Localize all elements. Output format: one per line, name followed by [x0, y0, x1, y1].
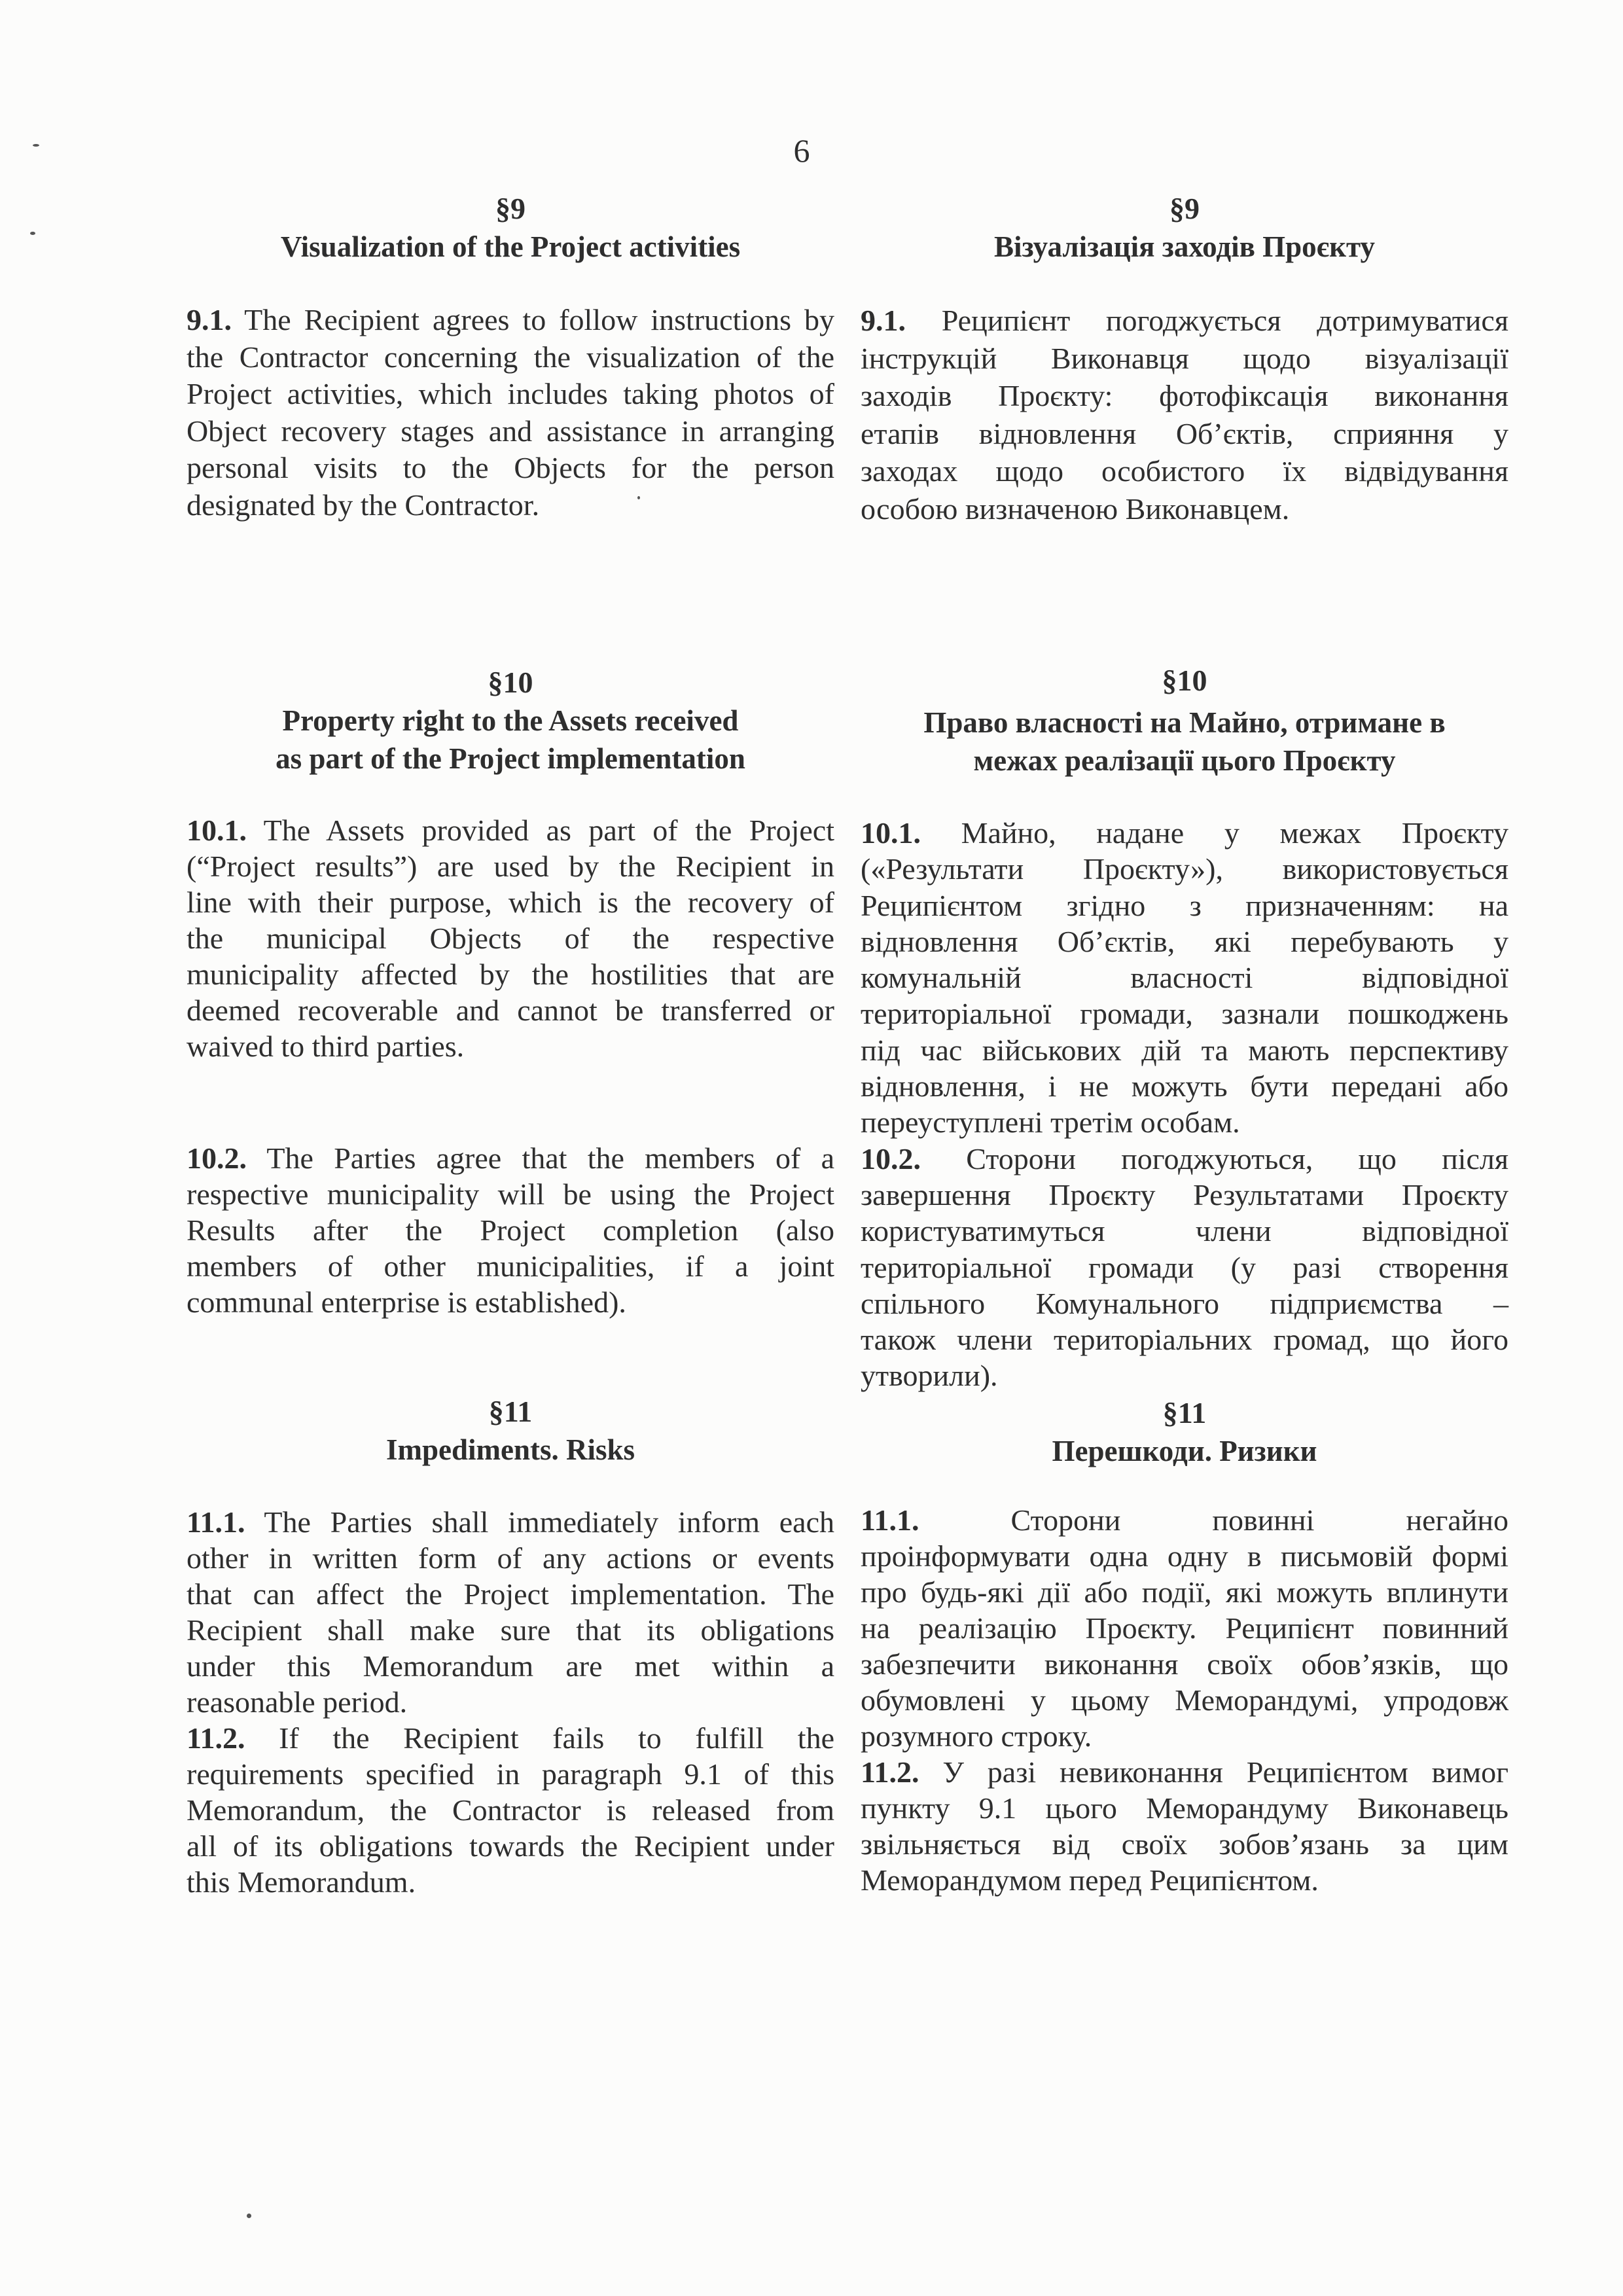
- paragraph-line: [187, 1540, 834, 1576]
- line-text: відновлення, і не можуть бути передані або: [861, 1069, 1508, 1103]
- clause-number: 11.2.: [187, 1721, 245, 1755]
- line-text: етапів відновлення Об’єктів, сприяння у: [861, 416, 1508, 450]
- paragraph-line: [861, 302, 1508, 340]
- paragraph-line: [861, 1862, 1508, 1898]
- section-number: §11: [1162, 1395, 1207, 1429]
- line-text: waived to third parties.: [187, 1030, 465, 1063]
- paragraph-line: [861, 1357, 1508, 1393]
- paragraph-line: [187, 1720, 834, 1756]
- line-text: звільняється від своїх зобов’язань за цим: [861, 1827, 1508, 1861]
- scan-speck: [637, 496, 640, 499]
- scan-speck: [30, 232, 35, 235]
- paragraph-line: [187, 1576, 834, 1612]
- section-number: §9: [1169, 192, 1200, 225]
- line-text: особою визначеною Виконавцем.: [861, 492, 1290, 526]
- paragraph-line: [861, 1285, 1508, 1321]
- line-text: Реципієнтом згідно з призначенням: на: [861, 888, 1508, 922]
- paragraph-line: [187, 1612, 834, 1648]
- line-text: this Memorandum.: [187, 1865, 416, 1899]
- paragraph-line: [187, 884, 834, 920]
- page-number: 6: [793, 132, 810, 169]
- paragraph-line: [861, 1032, 1508, 1068]
- line-text: У разі невиконання Реципієнтом вимог: [942, 1755, 1508, 1789]
- line-text: Object recovery stages and assistance in arranging: [187, 414, 834, 448]
- line-text: комунальній власності відповідної: [861, 961, 1508, 995]
- line-text: («Результати Проєкту»), використовується: [861, 852, 1508, 886]
- clause-paragraph: [187, 302, 834, 524]
- clause-paragraph: [861, 1754, 1508, 1898]
- section-title: Property right to the Assets received: [282, 704, 739, 737]
- paragraph-line: [187, 1864, 834, 1900]
- paragraph-line: [861, 924, 1508, 960]
- clause-paragraph: [187, 1720, 834, 1900]
- paragraph-line: [187, 1756, 834, 1792]
- paragraph-line: [861, 1754, 1508, 1790]
- paragraph-line: [861, 1646, 1508, 1682]
- line-text: municipality affected by the hostilities that are: [187, 958, 834, 991]
- line-text: other in written form of any actions or events: [187, 1541, 834, 1575]
- paragraph-line: [861, 452, 1508, 490]
- line-text: обумовлені у цьому Меморандумі, упродовж: [861, 1683, 1508, 1717]
- line-text: members of other municipalities, if a joint: [187, 1249, 834, 1283]
- section-number: §10: [1162, 664, 1207, 697]
- section-title: as part of the Project implementation: [276, 742, 745, 775]
- paragraph-line: [187, 920, 834, 956]
- line-text: переуступлені третім особам.: [861, 1105, 1240, 1139]
- line-text: інструкцій Виконавця щодо візуалізації: [861, 341, 1508, 375]
- paragraph-line: [861, 490, 1508, 528]
- clause-number: 10.1.: [861, 816, 921, 850]
- line-text: Сторони повинні негайно: [1010, 1503, 1509, 1537]
- line-text: designated by the Contractor.: [187, 488, 540, 522]
- ukrainian-column: [861, 190, 1508, 1898]
- paragraph-line: [861, 1610, 1508, 1646]
- line-text: заходах щодо особистого їх відвідування: [861, 454, 1508, 488]
- clause-paragraph: [187, 1504, 834, 1720]
- paragraph-line: [861, 1682, 1508, 1718]
- paragraph-line: [861, 996, 1508, 1031]
- paragraph-line: [187, 812, 834, 848]
- paragraph-line: [187, 376, 834, 413]
- paragraph-line: [861, 1826, 1508, 1862]
- paragraph-line: [861, 888, 1508, 924]
- paragraph-line: [187, 413, 834, 450]
- clause-number: 11.2.: [861, 1755, 919, 1789]
- section-number: §9: [495, 192, 526, 225]
- line-text: deemed recoverable and cannot be transferred or: [187, 994, 834, 1027]
- line-text: respective municipality will be using the Project: [187, 1177, 834, 1211]
- paragraph-line: [861, 815, 1508, 851]
- clause-paragraph: [861, 1141, 1508, 1394]
- line-text: забезпечити виконання своїх обов’язків, що: [861, 1647, 1508, 1681]
- section-number: §11: [488, 1395, 533, 1428]
- line-text: personal visits to the Objects for the person: [187, 451, 834, 484]
- paragraph-line: [861, 1249, 1508, 1285]
- clause-paragraph: [187, 1140, 834, 1320]
- line-text: територіальної громади (у разі створення: [861, 1250, 1508, 1284]
- paragraph-line: [187, 1028, 834, 1064]
- paragraph-line: [861, 960, 1508, 996]
- clause-paragraph: [861, 1502, 1508, 1754]
- line-text: на реалізацію Проєкту. Реципієнт повинний: [861, 1611, 1508, 1645]
- line-text: розумного строку.: [861, 1719, 1092, 1753]
- paragraph-line: [187, 1248, 834, 1284]
- section-title: Visualization of the Project activities: [280, 230, 741, 263]
- paragraph-line: [861, 340, 1508, 378]
- paragraph-line: [187, 1140, 834, 1176]
- clause-number: 10.1.: [187, 814, 247, 847]
- line-text: under this Memorandum are met within a: [187, 1649, 834, 1683]
- line-text: спільного Комунального підприємства –: [861, 1286, 1508, 1320]
- paragraph-line: [861, 1141, 1508, 1177]
- paragraph-line: [861, 1538, 1508, 1574]
- line-text: line with their purpose, which is the recovery of: [187, 886, 834, 919]
- paragraph-line: [861, 1068, 1508, 1104]
- paragraph-line: [187, 339, 834, 376]
- line-text: пункту 9.1 цього Меморандуму Виконавець: [861, 1791, 1508, 1825]
- paragraph-line: [861, 1574, 1508, 1610]
- section-title: межах реалізації цього Проєкту: [973, 744, 1396, 777]
- line-text: The Assets provided as part of the Project: [263, 814, 835, 847]
- paragraph-line: [187, 1176, 834, 1212]
- paragraph-line: [187, 1504, 834, 1540]
- line-text: проінформувати одна одну в письмовій формі: [861, 1539, 1508, 1573]
- line-text: Майно, надане у межах Проєкту: [961, 816, 1508, 850]
- line-text: також члени територіальних громад, що його: [861, 1323, 1508, 1357]
- paragraph-line: [187, 1684, 834, 1720]
- section-title: Impediments. Risks: [385, 1433, 635, 1466]
- line-text: завершення Проєкту Результатами Проєкту: [861, 1177, 1508, 1211]
- clause-number: 11.1.: [187, 1505, 245, 1539]
- line-text: про будь-які дії або події, які можуть вплинути: [861, 1575, 1508, 1609]
- clause-number: 10.2.: [861, 1141, 921, 1175]
- clause-number: 11.1.: [861, 1503, 919, 1537]
- paragraph-line: [187, 1828, 834, 1864]
- paragraph-line: [861, 1718, 1508, 1754]
- line-text: If the Recipient fails to fulfill the: [279, 1721, 834, 1755]
- line-text: заходів Проєкту: фотофіксація виконання: [861, 379, 1508, 412]
- line-text: утворили).: [861, 1359, 998, 1393]
- paragraph-line: [187, 992, 834, 1028]
- line-text: користуватимуться члени відповідної: [861, 1214, 1508, 1248]
- clause-paragraph: [861, 815, 1508, 1141]
- line-text: The Recipient agrees to follow instructions by: [244, 303, 834, 336]
- line-text: під час військових дій та мають перспективу: [861, 1033, 1508, 1067]
- english-column: [187, 190, 834, 1900]
- paragraph-line: [861, 1321, 1508, 1357]
- paragraph-line: [187, 1212, 834, 1248]
- line-text: The Parties shall immediately inform each: [264, 1505, 834, 1539]
- section-title: Візуалізація заходів Проєкту: [993, 230, 1376, 263]
- line-text: Меморандумом перед Реципієнтом.: [861, 1863, 1319, 1897]
- paragraph-line: [861, 1790, 1508, 1826]
- scan-speck: [247, 2214, 251, 2218]
- paragraph-line: [187, 1792, 834, 1828]
- clause-number: 10.2.: [187, 1141, 247, 1175]
- line-text: communal enterprise is established).: [187, 1285, 626, 1319]
- line-text: Реципієнт погоджується дотримуватися: [941, 304, 1508, 337]
- line-text: Memorandum, the Contractor is released from: [187, 1793, 834, 1827]
- clause-paragraph: [187, 812, 834, 1064]
- paragraph-line: [861, 1177, 1508, 1213]
- line-text: requirements specified in paragraph 9.1 of this: [187, 1757, 834, 1791]
- line-text: Project activities, which includes taking photos of: [187, 377, 834, 410]
- line-text: The Parties agree that the members of a: [266, 1141, 834, 1175]
- line-text: Сторони погоджуються, що після: [966, 1141, 1508, 1175]
- line-text: the municipal Objects of the respective: [187, 922, 834, 955]
- paragraph-line: [187, 487, 834, 524]
- clause-paragraph: [861, 302, 1508, 528]
- paragraph-line: [861, 1104, 1508, 1140]
- paragraph-line: [861, 1502, 1508, 1538]
- paragraph-line: [187, 956, 834, 992]
- scan-speck: [33, 144, 39, 147]
- paragraph-line: [187, 302, 834, 339]
- line-text: відновлення Об’єктів, які перебувають у: [861, 924, 1508, 958]
- line-text: Recipient shall make sure that its obligations: [187, 1613, 834, 1647]
- line-text: reasonable period.: [187, 1685, 408, 1719]
- paragraph-line: [861, 415, 1508, 453]
- section-title: Право власності на Майно, отримане в: [923, 706, 1446, 739]
- paragraph-line: [861, 377, 1508, 415]
- paragraph-line: [861, 1213, 1508, 1249]
- line-text: all of its obligations towards the Recipient under: [187, 1829, 834, 1863]
- clause-number: 9.1.: [861, 304, 906, 337]
- line-text: Results after the Project completion (also: [187, 1213, 834, 1247]
- paragraph-line: [187, 1284, 834, 1320]
- line-text: (“Project results”) are used by the Recipient in: [187, 850, 834, 883]
- paragraph-line: [187, 848, 834, 884]
- section-number: §10: [488, 666, 533, 699]
- clause-number: 9.1.: [187, 303, 232, 336]
- paragraph-line: [187, 450, 834, 487]
- section-title: Перешкоди. Ризики: [1052, 1434, 1317, 1467]
- line-text: територіальної громади, зазнали пошкоджень: [861, 997, 1508, 1031]
- line-text: that can affect the Project implementation. The: [187, 1577, 834, 1611]
- paragraph-line: [187, 1648, 834, 1684]
- line-text: the Contractor concerning the visualization of the: [187, 340, 834, 374]
- paragraph-line: [861, 851, 1508, 887]
